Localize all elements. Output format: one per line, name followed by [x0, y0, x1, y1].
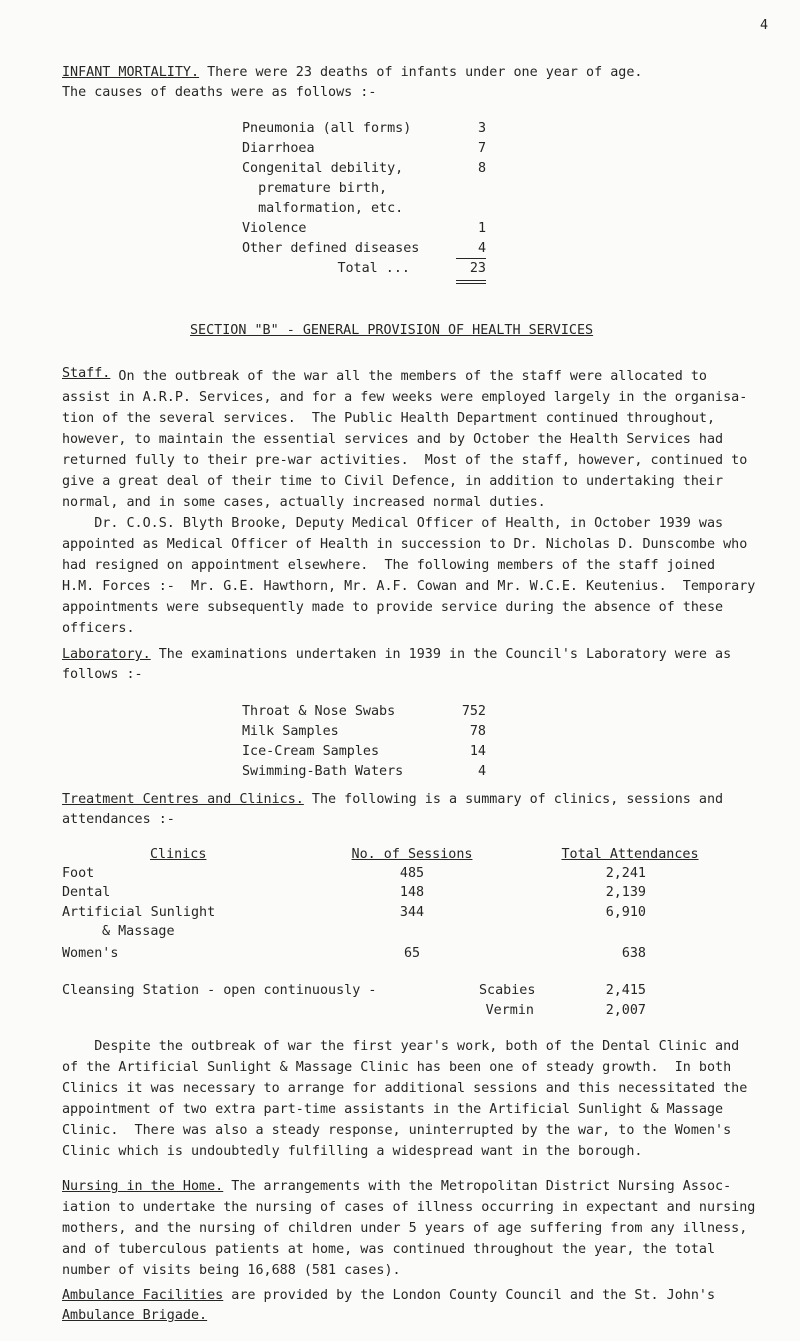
- col-header-attendances: Total Attendances: [561, 847, 699, 862]
- laboratory-heading: Laboratory.: [62, 647, 151, 662]
- ambulance-intro: [62, 1288, 715, 1303]
- clinic-attendances: 638: [621, 946, 646, 961]
- clinic-attendances: 2,139: [605, 885, 646, 900]
- laboratory-line1: The examinations undertaken in 1939 in the Council's Laboratory were as: [150, 647, 732, 662]
- cause-label: Pneumonia (all forms): [242, 121, 412, 136]
- cause-value: 1: [477, 221, 486, 236]
- clinics-heading: Treatment Centres and Clinics.: [62, 792, 304, 807]
- cleansing-item-label: Scabies: [479, 983, 536, 998]
- cause-label: malformation, etc.: [242, 201, 404, 216]
- cause-label: Diarrhoea: [242, 141, 315, 156]
- clinic-sessions: 65: [403, 946, 421, 961]
- cause-value: 4: [477, 241, 486, 256]
- cause-label: Violence: [242, 221, 307, 236]
- cause-label: Congenital debility,: [242, 161, 404, 176]
- total-double-rule: [456, 280, 486, 281]
- clinics-intro: [62, 792, 723, 807]
- infant-mortality-heading: INFANT MORTALITY.: [62, 65, 200, 80]
- nursing-para: The arrangements with the Metropolitan District Nursing Assoc- iation to undertake the nursing of cases of illness occurring in expectant and nursing mothers, and the nursing of children under 5 years of age suffering from any illness, and of tuberculous patients at home, was continued throughout the year, the total number of visits being 16,688 (581 cases).: [62, 1179, 756, 1278]
- section-title: SECTION "B" - GENERAL PROVISION OF HEALTH SERVICES: [190, 323, 594, 338]
- clinic-name-cont: & Massage: [102, 924, 175, 939]
- clinics-para: Despite the outbreak of war the first year's work, both of the Dental Clinic and of the Artificial Sunlight & Massage Clinic has been one of steady growth. In both Clinics it was necessary to arrange for additional sessions and this necessitated the appointment of two extra part-time assistants in the Artificial Sunlight & Massage Clinic. There was also a steady response, uninterrupted by the war, to the Women's Clinic which is undoubtedly fulfilling a widespread want in the borough.: [62, 1039, 748, 1159]
- infant-mortality-line2: The causes of deaths were as follows :-: [62, 85, 377, 100]
- staff-para1-text: On the outbreak of the war all the members of the staff were allocated to assist in A.R.P. Services, and for a few weeks were employed largely in the organisa- tion of the several services. The Public Health Department continued throughout, however, to maintain the essential services and by October the Health Services had returned fully to their pre-war activities. Most of the staff, however, continued to give a great deal of their time to Civil Defence, in addition to undertaking their normal, and in some cases, actually increased normal duties.: [62, 369, 748, 510]
- lab-value: 4: [477, 764, 486, 779]
- clinic-name: Women's: [62, 946, 119, 961]
- page-number: 4: [760, 18, 769, 33]
- cause-label: premature birth,: [242, 181, 388, 196]
- total-label: Total ...: [337, 261, 410, 276]
- nursing-section: [62, 1176, 755, 1281]
- total-value: 23: [469, 261, 486, 276]
- clinic-name: Dental: [62, 885, 111, 900]
- clinics-line1: The following is a summary of clinics, sessions and: [303, 792, 724, 807]
- cleansing-item-label: Vermin: [485, 1003, 534, 1018]
- nursing-heading: Nursing in the Home.: [62, 1179, 224, 1194]
- clinic-sessions: 485: [399, 866, 425, 881]
- cause-label: Other defined diseases: [242, 241, 420, 256]
- cleansing-label: Cleansing Station - open continuously -: [62, 983, 377, 998]
- subtotal-rule: [456, 258, 486, 259]
- lab-label: Swimming-Bath Waters: [242, 764, 404, 779]
- header-spacer: [62, 864, 710, 865]
- col-header-clinics: Clinics: [150, 847, 207, 862]
- clinic-name: Foot: [62, 866, 95, 881]
- lab-value: 752: [461, 704, 486, 719]
- lab-label: Milk Samples: [242, 724, 339, 739]
- lab-label: Throat & Nose Swabs: [242, 704, 396, 719]
- clinics-line2: attendances :-: [62, 812, 175, 827]
- ambulance-line1: are provided by the London County Council and the St. John's: [223, 1288, 716, 1303]
- infant-mortality-line1: There were 23 deaths of infants under one year of age.: [199, 65, 643, 80]
- clinic-attendances: 2,241: [605, 866, 646, 881]
- cleansing-item-value: 2,007: [605, 1003, 646, 1018]
- infant-mortality-intro: [62, 65, 642, 80]
- laboratory-intro: [62, 647, 731, 662]
- lab-value: 14: [469, 744, 486, 759]
- clinic-attendances: 6,910: [605, 905, 646, 920]
- staff-heading-text: Staff.: [62, 366, 111, 381]
- col-header-sessions: No. of Sessions: [351, 847, 473, 862]
- ambulance-heading: Ambulance Facilities: [62, 1288, 224, 1303]
- cause-value: 3: [477, 121, 486, 136]
- cause-value: 7: [477, 141, 486, 156]
- clinic-sessions: 148: [399, 885, 425, 900]
- cause-value: 8: [477, 161, 486, 176]
- clinic-name: Artificial Sunlight: [62, 905, 216, 920]
- lab-label: Ice-Cream Samples: [242, 744, 380, 759]
- total-double-rule: [456, 283, 486, 284]
- cleansing-item-value: 2,415: [605, 983, 646, 998]
- laboratory-line2: follows :-: [62, 667, 143, 682]
- staff-para1: [62, 366, 747, 513]
- ambulance-line2: Ambulance Brigade.: [62, 1308, 208, 1323]
- clinic-sessions: 344: [399, 905, 425, 920]
- staff-para2: Dr. C.O.S. Blyth Brooke, Deputy Medical Officer of Health, in October 1939 was appointed as Medical Officer of Health in succession to Dr. Nicholas D. Dunscombe who had resigned on appointment elsewhere. The following members of the staff joined H.M. Forces :- Mr. G.E. Hawthorn, Mr. A.F. Cowan and Mr. W.C.E. Keutenius. Temporary appointments were subsequently made to provide service during the absence of these officers.: [62, 516, 756, 636]
- lab-value: 78: [469, 724, 486, 739]
